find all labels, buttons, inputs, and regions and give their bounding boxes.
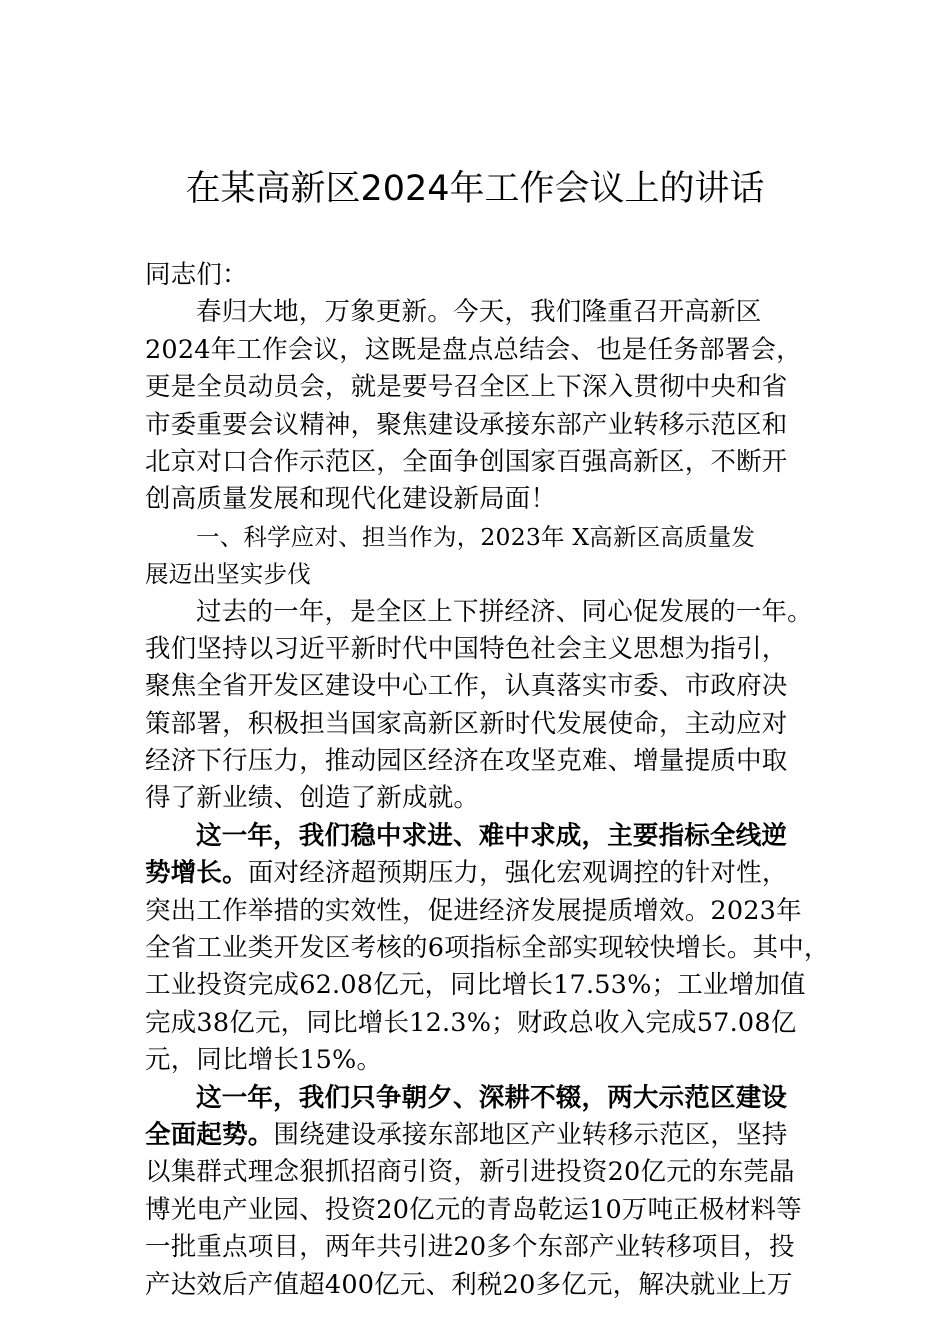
heading-line: 展迈出坚实步伐 (145, 560, 311, 589)
bold-lead: 这一年，我们只争朝夕、深耕不辍，两大示范区建设 (196, 1082, 788, 1113)
paragraph-line: 以集群式理念狠抓招商引资，新引进投资20亿元的东莞晶 (145, 1157, 795, 1188)
paragraph-line: 元，同比增长15%。 (145, 1045, 383, 1076)
paragraph-line (145, 855, 845, 892)
bold-lead: 这一年，我们稳中求进、难中求成，主要指标全线逆 (196, 820, 788, 851)
heading-line: 一、科学应对、担当作为，2023年 X高新区高质量发 (196, 522, 756, 551)
paragraph-3 (145, 818, 845, 1080)
paragraph-line: 产达效后产值超400亿元、利税20多亿元，解决就业上万 (145, 1269, 793, 1300)
bold-lead: 势增长。 (145, 858, 248, 889)
paragraph-text: 面对经济超预期压力，强化宏观调控的针对性， (247, 858, 788, 889)
paragraph-line: 市委重要会议精神，聚焦建设承接东部产业转移示范区和 (145, 409, 788, 440)
paragraph-line: 策部署，积极担当国家高新区新时代发展使命，主动应对 (145, 708, 788, 739)
paragraph-text: 围绕建设承接东部地区产业转移示范区，坚持 (273, 1119, 788, 1150)
document-title: 在某高新区2024年工作会议上的讲话 (185, 169, 765, 209)
paragraph-line: 春归大地，万象更新。今天，我们隆重召开高新区 (196, 297, 762, 328)
paragraph-line: 我们坚持以习近平新时代中国特色社会主义思想为指引， (145, 633, 788, 664)
paragraph-line: 更是全员动员会，就是要号召全区上下深入贯彻中央和省 (145, 372, 788, 403)
salutation: 同志们： (145, 260, 248, 290)
paragraph-line: 全省工业类开发区考核的6项指标全部实现较快增长。其中， (145, 933, 830, 964)
paragraph-line: 工业投资完成62.08亿元，同比增长17.53%；工业增加值 (145, 970, 806, 1001)
paragraph-line (145, 1117, 845, 1154)
paragraph-1 (145, 294, 845, 518)
paragraph-line: 创高质量发展和现代化建设新局面！ (145, 484, 557, 515)
paragraph-2 (145, 594, 845, 818)
paragraph-4 (145, 1080, 845, 1304)
paragraph-line: 完成38亿元，同比增长12.3%；财政总收入完成57.08亿 (145, 1007, 797, 1038)
paragraph-line: 得了新业绩、创造了新成就。 (145, 783, 480, 814)
paragraph-line: 过去的一年，是全区上下拼经济、同心促发展的一年。 (196, 596, 813, 627)
paragraph-line: 一批重点项目，两年共引进20多个东部产业转移项目，投 (145, 1232, 795, 1263)
paragraph-line: 博光电产业园、投资20亿元的青岛乾运10万吨正极材料等 (145, 1194, 802, 1225)
paragraph-line: 经济下行压力，推动园区经济在攻坚克难、增量提质中取 (145, 746, 788, 777)
bold-lead: 全面起势。 (145, 1119, 274, 1150)
document-body (145, 257, 845, 1304)
paragraph-line: 2024年工作会议，这既是盘点总结会、也是任务部署会， (145, 334, 802, 365)
paragraph-line: 聚焦全省开发区建设中心工作，认真落实市委、市政府决 (145, 671, 788, 702)
paragraph-line: 突出工作举措的实效性，促进经济发展提质增效。2023年 (145, 895, 802, 926)
paragraph-line: 北京对口合作示范区，全面争创国家百强高新区，不断开 (145, 446, 788, 477)
section-heading-1 (145, 519, 845, 594)
